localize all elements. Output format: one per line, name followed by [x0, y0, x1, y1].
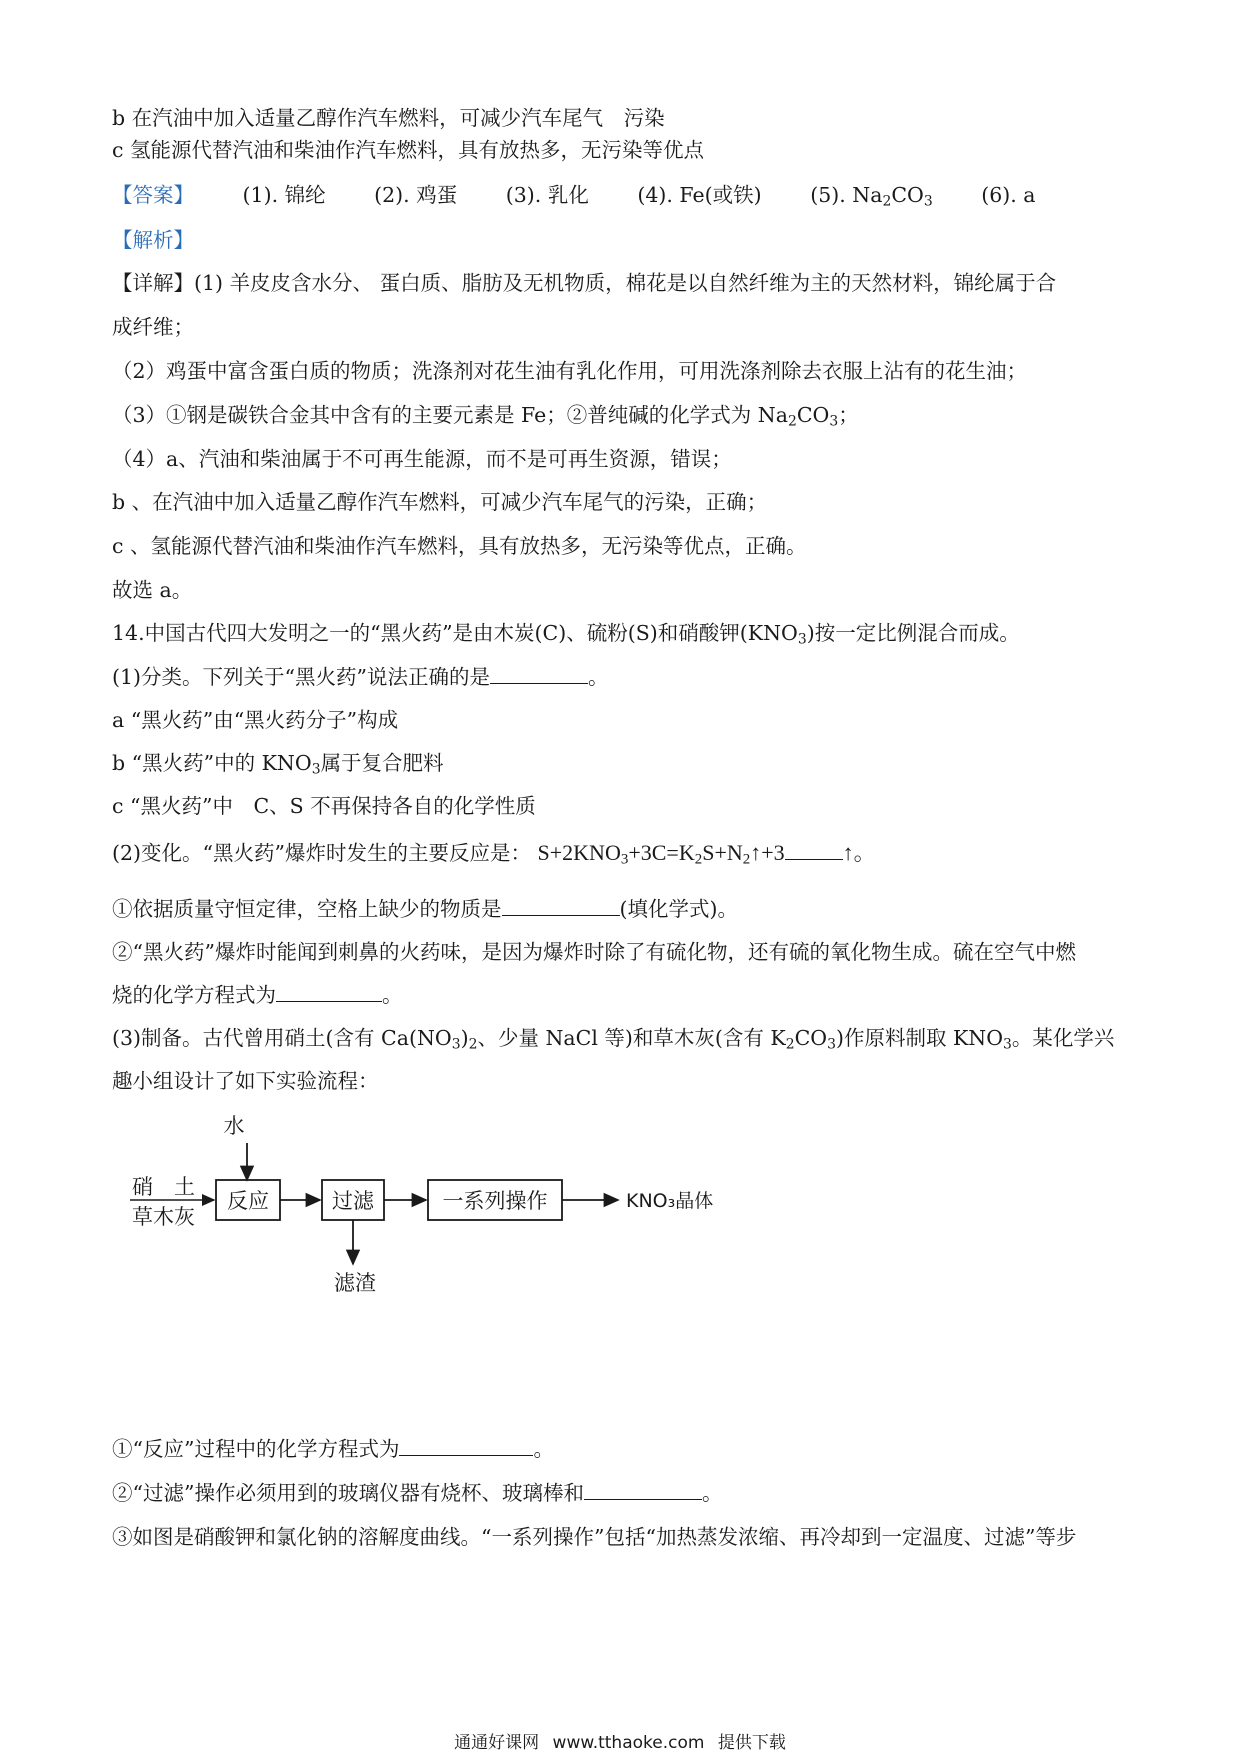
- detail-1a: 【详解】(1) 羊皮皮含水分、 蛋白质、脂肪及无机物质，棉花是以自然纤维为主的天然材料，锦纶属于合: [112, 271, 1057, 295]
- question-14-part3-1: ①“反应”过程中的化学方程式为 。: [112, 1437, 554, 1461]
- question-14-part3-3: ③如图是硝酸钾和氯化钠的溶解度曲线。“一系列操作”包括“加热蒸发浓缩、再冷却到一定温度、过滤”等步: [112, 1525, 1077, 1549]
- question-14-part3-2: ②“过滤”操作必须用到的玻璃仪器有烧杯、玻璃棒和 。: [112, 1481, 723, 1505]
- question-14-part2-2a: ②“黑火药”爆炸时能闻到刺鼻的火药味，是因为爆炸时除了有硫化物，还有硫的氧化物生成。硫在空气中燃: [112, 940, 1076, 964]
- footer-note: 提供下载: [717, 1733, 786, 1753]
- input-saltpeter-label: 硝 土: [132, 1175, 195, 1199]
- residue-label: 滤渣: [334, 1271, 376, 1295]
- water-label: 水: [223, 1114, 245, 1138]
- question-14-stem: 14.中国古代四大发明之一的“黑火药”是由木炭(C)、硫粉(S)和硝酸钾$(KNO_3)$按一定比例混合而成。: [112, 621, 1020, 648]
- operations-label: 一系列操作: [442, 1189, 548, 1213]
- filter-label: 过滤: [332, 1189, 374, 1213]
- analysis-tag: 【解析】: [112, 228, 194, 252]
- input-ash-label: 草木灰: [132, 1205, 195, 1229]
- question-14-part1: (1)分类。下列关于“黑火药”说法正确的是 。: [112, 665, 609, 689]
- reaction-label: 反应: [227, 1189, 269, 1213]
- question-14-part3b: 趣小组设计了如下实验流程：: [112, 1069, 379, 1093]
- detail-4c: c 、氢能源代替汽油和柴油作汽车燃料，具有放热多，无污染等优点，正确。: [112, 534, 807, 558]
- choose-line: 故选 a。: [112, 578, 193, 602]
- footer-url[interactable]: www.tthaoke.com: [552, 1733, 705, 1753]
- answer-item-3: (3). 乳化: [505, 183, 589, 207]
- option-c: c “黑火药”中 C、S 不再保持各自的化学性质: [112, 794, 536, 818]
- answer-tag: 【答案】: [112, 183, 194, 207]
- output-label: KNO₃晶体: [626, 1190, 714, 1212]
- option-b-text: b 在汽油中加入适量乙醇作汽车燃料，可减少汽车尾气 污染: [112, 106, 665, 130]
- question-14-part2: (2)变化。“黑火药”爆炸时发生的主要反应是： $S+2KNO_3+3C=K_2S+N_2↑+3$ ↑。: [112, 840, 876, 868]
- question-14-part2-1: ①依据质量守恒定律，空格上缺少的物质是 (填化学式)。: [112, 897, 738, 921]
- footer-site: 通通好课网: [454, 1733, 540, 1753]
- answer-item-1: (1). 锦纶: [242, 183, 326, 207]
- option-b: b “黑火药”中的 $KNO_3$属于复合肥料: [112, 751, 444, 778]
- option-a: a “黑火药”由“黑火药分子”构成: [112, 708, 399, 732]
- equation-blank-3[interactable]: [399, 1437, 533, 1456]
- detail-1b: 成纤维；: [112, 315, 194, 339]
- answer-item-2: (2). 鸡蛋: [374, 183, 458, 207]
- page-footer: [0, 1728, 1240, 1753]
- answer-item-5: (5). $Na_2CO_3$: [810, 183, 933, 210]
- reaction-equation: $S+2KNO_3+3C=K_2S+N_2↑+3$ ↑。: [537, 840, 876, 868]
- answer-item-4: (4). Fe(或铁): [637, 183, 762, 207]
- instrument-blank[interactable]: [584, 1481, 702, 1500]
- detail-3: （3）①钢是碳铁合金其中含有的主要元素是 Fe；②普纯碱的化学式为 $Na_2CO_3$；: [112, 403, 859, 430]
- detail-4b: b 、在汽油中加入适量乙醇作汽车燃料，可减少汽车尾气的污染，正确；: [112, 490, 768, 514]
- detail-4a: （4）a、汽油和柴油属于不可再生能源，而不是可再生资源，错误；: [112, 447, 732, 471]
- option-c-text: c 氢能源代替汽油和柴油作汽车燃料，具有放热多，无污染等优点: [112, 138, 704, 162]
- detail-2: （2）鸡蛋中富含蛋白质的物质；洗涤剂对花生油有乳化作用，可用洗涤剂除去衣服上沾有的花生油；: [112, 359, 1028, 383]
- question-14-part2-2b: 烧的化学方程式为 。: [112, 983, 403, 1007]
- question-14-part3a: (3)制备。古代曾用硝土(含有 $Ca(NO_3)_2$、少量 NaCl 等)和草木灰(含有 $K_2CO_3$)作原料制取 $KNO_3$。某化学兴: [112, 1026, 1115, 1053]
- answer-item-6: (6). a: [981, 183, 1036, 207]
